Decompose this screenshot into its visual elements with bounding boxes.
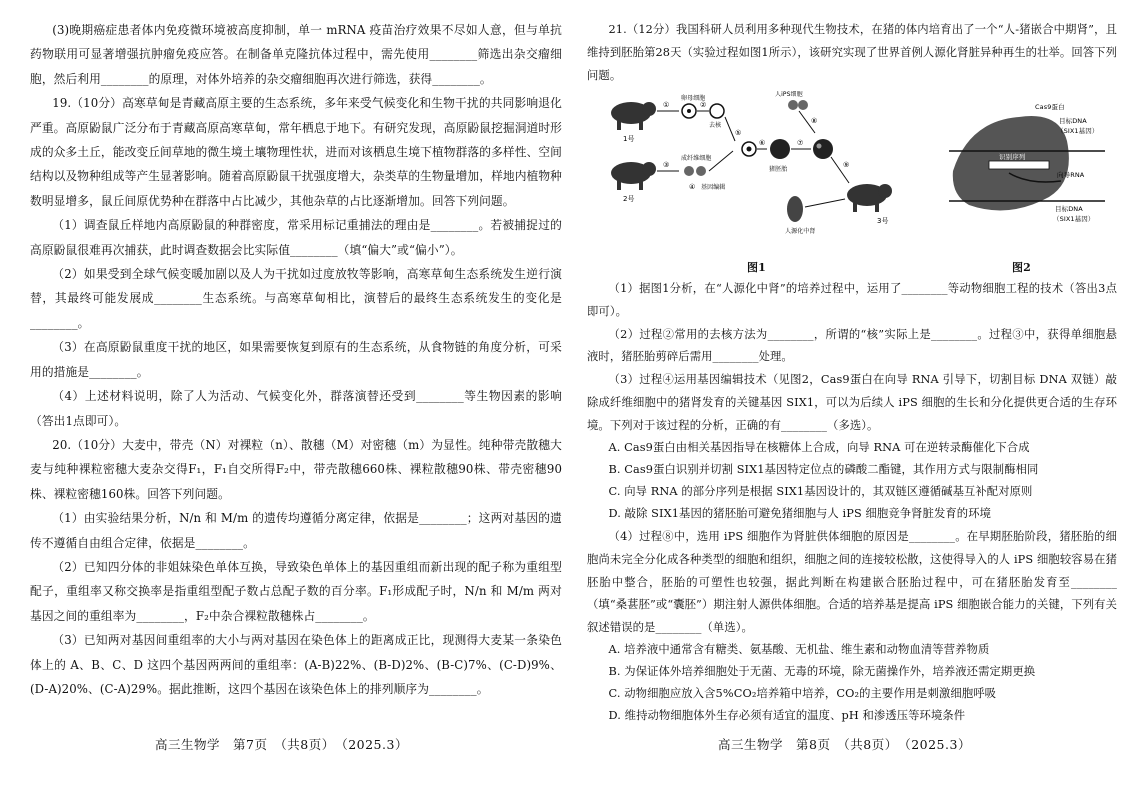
q19-stem: 19.（10分）高寒草甸是青藏高原主要的生态系统，多年来受气候变化和生物干扰的共同影响退化严重。高原鼢鼠广泛分布于青藏高原高寒草甸，常年栖息于地下。有研究发现，高原鼢鼠挖掘洞道时形成的众多土丘，能改变丘间草地的微生境土壤物理性状，进而对该栖息生境下植物群落的多样性、空间结构以及物种组成等产生显著影响。随着高原鼢鼠干扰强度增大，杂类草的生物量增加，样地内植物种数明显增多，鼠丘间原优势种在群落中占比减少，其他杂草的占比逐渐增加。回答下列问题。: [30, 96, 562, 208]
step-5-label: ⑤: [735, 128, 742, 137]
step-1-label: ①: [663, 100, 670, 109]
kidney-icon: [787, 196, 803, 222]
six1-label: （SIX1基因）: [1057, 126, 1099, 135]
fibroblast-label: 成纤维细胞: [681, 154, 712, 162]
q21-part3: （3）过程④运用基因编辑技术（见图2，Cas9蛋白在向导 RNA 引导下，切割目标 DNA 双链）敲除成纤维细胞中的猪肾发育的关键基因 SIX1，可以为后续人 iPS 细胞的生长和分化提供更合适的生存环境。下列对于该过程的分析，正确的有________（多选）。: [587, 372, 1117, 433]
q19-part1: （1）调查鼠丘样地内高原鼢鼠的种群密度，常采用标记重捕法的理由是________。若被捕捉过的高原鼢鼠很难再次捕获，此时调查数据会比实际值________（填“偏大”或“偏小”）。: [30, 218, 562, 257]
figure-1-caption: 图1: [747, 260, 766, 274]
step-6-label: ⑥: [759, 138, 766, 147]
q21-part4-option-c: C. 动物细胞应放入含5%CO₂培养箱中培养，CO₂的主要作用是刺激细胞呼吸: [608, 686, 997, 701]
six1-label-2: （SIX1基因）: [1053, 214, 1095, 223]
figures: [587, 91, 1117, 275]
oocyte-label: 卵母细胞: [681, 94, 706, 102]
enucleate-label: 去核: [709, 121, 722, 129]
step-9-label: ⑨: [843, 160, 850, 169]
page-7-footer: 高三生物学 第7页 （共8页） （2025.3）: [155, 737, 408, 752]
target-dna-label: 目标DNA: [1059, 116, 1087, 125]
figure-2-diagram: [949, 101, 1105, 251]
page-8-footer: 高三生物学 第8页 （共8页） （2025.3）: [718, 737, 971, 752]
q21-part3-option-c: C. 向导 RNA 的部分序列是根据 SIX1基因设计的，其双链区遵循碱基互补配对原则: [608, 483, 1033, 498]
ips-cell-icon: [788, 100, 798, 110]
page-8-content: [587, 18, 1117, 727]
q19-part4: （4）上述材料说明，除了人为活动、气候变化外，群落演替还受到________等生物因素的影响（答出1点即可）。: [30, 389, 562, 428]
kidney-label: 人源化中肾: [785, 227, 816, 235]
pig-3-icon: [847, 184, 892, 212]
ips-label: 人iPS细胞: [775, 90, 803, 98]
q21-stem: 21.（12分）我国科研人员利用多种现代生物技术，在猪的体内培育出了一个“人-猪嵌合中期肾”，且维持到胚胎第28天（实验过程如图1所示），该研究实现了世界首例人源化肾脏异种再生的壮举。回答下列问题。: [587, 22, 1117, 82]
page-8: [571, 0, 1142, 800]
figure-2-caption: 图2: [1012, 260, 1031, 274]
q21-part4-option-d: D. 维持动物细胞体外生存必须有适宜的温度、pH 和渗透压等环境条件: [608, 707, 966, 722]
q21-part3-option-a: A. Cas9蛋白由相关基因指导在核糖体上合成，向导 RNA 可在逆转录酶催化下合成: [608, 440, 1030, 455]
q21-part4-option-a: A. 培养液中通常含有糖类、氨基酸、无机盐、维生素和动物血清等营养物质: [608, 642, 990, 657]
q18-part3: (3)晚期癌症患者体内免疫微环境被高度抑制，单一 mRNA 疫苗治疗效果不尽如人意，但与单抗药物联用可显著增强抗肿瘤免疫应答。在制备单克隆抗体过程中，需先使用________筛选出杂交瘤细胞，然后利用________的原理，对体外培养的杂交瘤细胞再次进行筛选，获得________。: [30, 23, 562, 86]
step-3-label: ③: [663, 160, 670, 169]
recognition-seq-label: 识别序列: [999, 152, 1026, 161]
pig-3-label: 3号: [877, 216, 889, 225]
page-7-content: [30, 18, 562, 701]
fibroblast-icon: [684, 166, 694, 176]
guide-rna-label: 向导RNA: [1057, 170, 1085, 179]
target-dna-label-2: 目标DNA: [1055, 204, 1083, 213]
pig-2-icon: [611, 162, 656, 190]
q21-part4-option-b: B. 为保证体外培养细胞处于无菌、无毒的环境，除无菌操作外，培养液还需定期更换: [608, 664, 1036, 679]
gene-edit-label: 基因编辑: [701, 183, 726, 191]
pig-2-label: 2号: [623, 194, 635, 203]
embryo-icon: [770, 139, 790, 159]
step-8-label: ⑧: [811, 116, 818, 125]
q20-part3: （3）已知两对基因间重组率的大小与两对基因在染色体上的距离成正比，现测得大麦某一条染色体上的 A、B、C、D 这四个基因两两间的重组率：(A-B)22%、(B-D)2%、(B-C)7%、(C-D)9%、(D-A)20%、(C-A)29%。据此推断，这四个基因在该染色体上的排列顺序为________。: [30, 633, 562, 696]
q21-part3-option-b: B. Cas9蛋白识别并切割 SIX1基因特定位点的磷酸二酯键，其作用方式与限制酶相同: [608, 461, 1039, 476]
q21-part4: （4）过程⑧中，选用 iPS 细胞作为肾脏供体细胞的原因是________。在早期胚胎阶段，猪胚胎的细胞尚未完全分化成各种类型的细胞和组织，细胞之间的连接较松散，这使得导入的人 iPS 细胞较容易在猪胚胎中整合，胚胎的可塑性也较强，据此判断在构建嵌合胚胎过程中，可在猪胚胎发育至________（填“桑葚胚”或“囊胚”）期注射人源供体细胞。合适的培养基是提高 iPS 细胞嵌合能力的关键，下列有关叙述错误的是________（单选）。: [587, 528, 1117, 635]
step-7-label: ⑦: [797, 138, 804, 147]
q20-part2: （2）已知四分体的非姐妹染色单体互换，导致染色单体上的基因重组而新出现的配子称为重组型配子，重组率又称交换率是指重组型配子数占总配子数的百分率。F₁形成配子时，N/n 和 M/m 两对基因之间的重组率为________，F₂中杂合裸粒散穗株占________。: [30, 559, 562, 623]
q19-part3: （3）在高原鼢鼠重度干扰的地区，如果需要恢复到原有的生态系统，从食物链的角度分析，可采用的措施是________。: [30, 340, 562, 379]
cas9-label: Cas9蛋白: [1035, 102, 1065, 111]
q20-stem: 20.（10分）大麦中，带壳（N）对裸粒（n）、散穗（M）对密穗（m）为显性。纯种带壳散穗大麦与纯种裸粒密穗大麦杂交得F₁，F₁自交所得F₂中，带壳散穗660株、裸粒散穗90株、带壳密穗90株、裸粒密穗160株。回答下列问题。: [30, 437, 562, 501]
q19-part2: （2）如果受到全球气候变暖加剧以及人为干扰如过度放牧等影响，高寒草甸生态系统发生逆行演替，其最终可能发展成________生态系统。与高寒草甸相比，演替后的最终生态系统发生的变化是________。: [30, 267, 562, 330]
embryo-label: 猪胚胎: [769, 165, 788, 173]
pig-1-label: 1号: [623, 134, 635, 143]
q20-part1: （1）由实验结果分析，N/n 和 M/m 的遗传均遵循分离定律，依据是________；这两对基因的遗传不遵循自由组合定律，依据是________。: [30, 511, 562, 550]
q21-part2: （2）过程②常用的去核方法为________，所谓的“核”实际上是________。过程③中，获得单细胞悬液时，猪胚胎剪碎后需用________处理。: [587, 326, 1117, 364]
q21-part3-option-d: D. 敲除 SIX1基因的猪胚胎可避免猪细胞与人 iPS 细胞竞争肾脏发育的环境: [608, 505, 992, 520]
figure-1-diagram: [605, 91, 925, 251]
step-2-label: ②: [700, 100, 707, 109]
pig-1-icon: [611, 102, 656, 130]
q21-part1: （1）据图1分析，在“人源化中肾”的培养过程中，运用了________等动物细胞工程的技术（答出3点即可）。: [587, 280, 1117, 318]
step-4-label: ④: [689, 182, 696, 191]
